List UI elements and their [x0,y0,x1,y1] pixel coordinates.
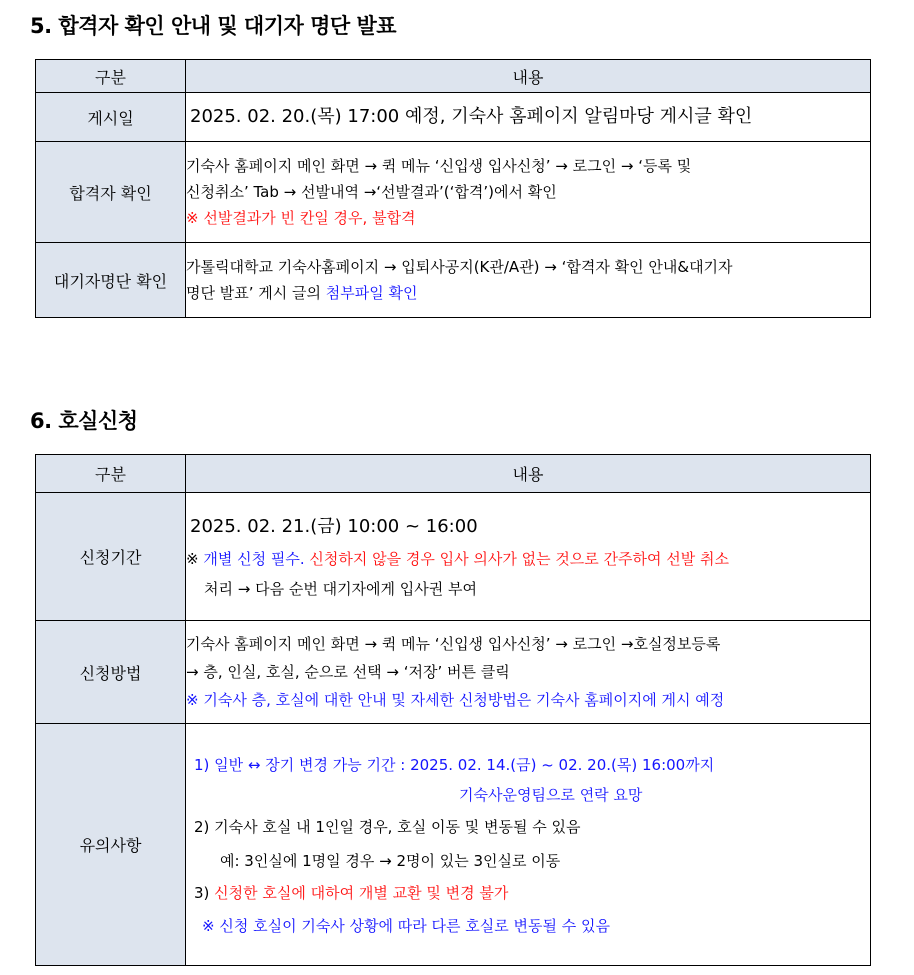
row-label-check: 합격자 확인 [36,142,186,243]
notes-item-1-line-1: 1) 일반 ↔ 장기 변경 가능 기간 : 2025. 02. 14.(금) ~ 02. 20.(목) 16:00까지 [194,755,715,774]
attachment-check-text: 첨부파일 확인 [325,284,418,302]
notes-item-2-line-1: 2) 기숙사 호실 내 1인일 경우, 호실 이동 및 변동될 수 있음 [194,817,581,836]
method-line-1: 기숙사 홈페이지 메인 화면 → 퀵 메뉴 ‘신입생 입사신청’ → 로그인 →호실정보등록 [186,635,721,653]
method-note: ※ 기숙사 층, 호실에 대한 안내 및 자세한 신청방법은 기숙사 홈페이지에 게시 예정 [186,691,725,709]
table-row-notes [36,724,871,966]
row-content-check [186,142,871,243]
period-note-warning: 신청하지 않을 경우 입사 의사가 없는 것으로 간주하여 선발 취소 [304,549,730,568]
notes-item-4: ※ 신청 호실이 기숙사 상황에 따라 다른 호실로 변동될 수 있음 [202,916,611,935]
period-datetime: 2025. 02. 21.(금) 10:00 ~ 16:00 [190,515,478,537]
table-header-row [36,60,871,93]
check-note: ※ 선발결과가 빈 칸일 경우, 불합격 [186,209,416,227]
acceptance-info-table [35,59,871,318]
waitlist-line-1: 가톨릭대학교 기숙사홈페이지 → 입퇴사공지(K관/A관) → ‘합격자 확인 안내&대기자 [186,258,733,276]
header-category: 구분 [36,60,186,93]
check-line-1: 기숙사 홈페이지 메인 화면 → 퀵 메뉴 ‘신입생 입사신청’ → 로그인 → ‘등록 및 [186,157,692,175]
method-line-2: → 층, 인실, 호실, 순으로 선택 → ‘저장’ 버튼 클릭 [186,663,510,681]
table-row-period [36,493,871,621]
notes-item-3-text: 신청한 호실에 대하여 개별 교환 및 변경 불가 [214,883,509,902]
row-content-posting [186,93,871,142]
period-note-line-2: 처리 → 다음 순번 대기자에게 입사권 부여 [204,579,478,598]
row-content-method [186,621,871,724]
period-note-line-1 [186,544,870,574]
notes-item-3-number: 3) [194,883,215,902]
table-row-waitlist [36,243,871,318]
notes-item-1-line-2: 기숙사운영팀으로 연락 요망 [459,785,643,804]
header-content: 내용 [186,455,871,493]
row-content-waitlist [186,243,871,318]
row-label-period: 신청기간 [36,493,186,621]
notes-item-3 [194,876,870,910]
section-6-title: 6. 호실신청 [30,409,138,433]
row-label-posting: 게시일 [36,93,186,142]
posting-date-text: 2025. 02. 20.(목) 17:00 예정, 기숙사 홈페이지 알림마당 게시글 확인 [190,106,753,127]
row-label-notes: 유의사항 [36,724,186,966]
header-content: 내용 [186,60,871,93]
notes-item-2-line-2: 예: 3인실에 1명일 경우 → 2명이 있는 3인실로 이동 [220,851,561,870]
waitlist-line-2-text: 명단 발표’ 게시 글의 [186,284,326,302]
table-row-check [36,142,871,243]
row-content-period [186,493,871,621]
table-row-method [36,621,871,724]
period-note-mark: ※ [186,549,204,568]
table-header-row [36,455,871,493]
header-category: 구분 [36,455,186,493]
waitlist-line-2 [186,280,870,306]
table-row-posting [36,93,871,142]
section-5-title: 5. 합격자 확인 안내 및 대기자 명단 발표 [30,14,397,38]
period-note-required: 개별 신청 필수. [203,549,305,568]
room-application-table [35,454,871,966]
row-label-method: 신청방법 [36,621,186,724]
row-content-notes [186,724,871,966]
row-label-waitlist: 대기자명단 확인 [36,243,186,318]
check-line-2: 신청취소’ Tab → 선발내역 →‘선발결과’(‘합격’)에서 확인 [186,183,557,201]
